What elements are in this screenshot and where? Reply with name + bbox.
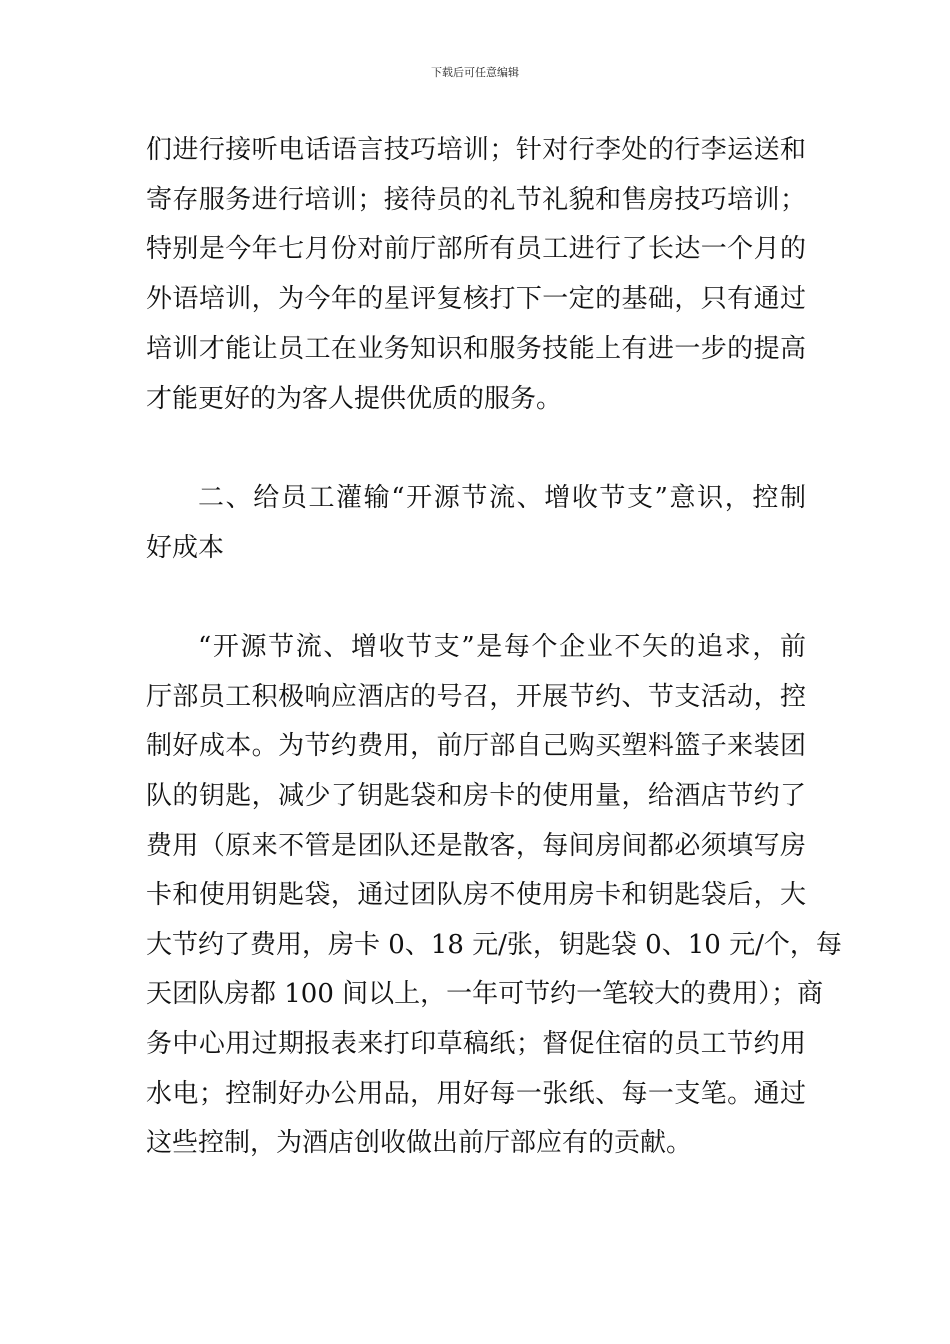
paragraph-3-line-2: 厅部员工积极响应酒店的号召，开展节约、节支活动，控 xyxy=(146,682,806,712)
paragraph-1-line-4: 外语培训，为今年的星评复核打下一定的基础，只有通过 xyxy=(146,284,806,314)
paragraph-1-line-3: 特别是今年七月份对前厅部所有员工进行了长达一个月的 xyxy=(146,234,806,264)
paragraph-1-line-1: 们进行接听电话语言技巧培训；针对行李处的行李运送和 xyxy=(146,135,806,165)
paragraph-3-line-10: 水电；控制好办公用品，用好每一张纸、每一支笔。通过 xyxy=(146,1079,806,1109)
paragraph-3-line-5: 费用（原来不管是团队还是散客，每间房间都必须填写房 xyxy=(146,831,806,861)
section-heading-line-2: 好成本 xyxy=(146,533,225,563)
paragraph-1-line-6: 才能更好的为客人提供优质的服务。 xyxy=(146,384,563,414)
paragraph-3-line-1: “开源节流、增收节支”是每个企业不矢的追求，前 xyxy=(198,632,806,662)
paragraph-3-line-11: 这些控制，为酒店创收做出前厅部应有的贡献。 xyxy=(146,1128,693,1158)
paragraph-3-line-6: 卡和使用钥匙袋，通过团队房不使用房卡和钥匙袋后，大 xyxy=(146,880,806,910)
section-heading-line-1: 二、给员工灌输“开源节流、增收节支”意识，控制 xyxy=(198,483,806,513)
paragraph-3-line-8: 天团队房都 100 间以上，一年可节约一笔较大的费用）；商 xyxy=(146,979,824,1009)
paragraph-3-line-9: 务中心用过期报表来打印草稿纸；督促住宿的员工节约用 xyxy=(146,1029,806,1059)
paragraph-3-line-4: 队的钥匙，减少了钥匙袋和房卡的使用量，给酒店节约了 xyxy=(146,781,806,811)
paragraph-1-line-2: 寄存服务进行培训；接待员的礼节礼貌和售房技巧培训； xyxy=(146,185,806,215)
paragraph-3-line-7: 大节约了费用，房卡 0、18 元/张，钥匙袋 0、10 元/个，每 xyxy=(146,930,842,960)
paragraph-3-line-3: 制好成本。为节约费用，前厅部自己购买塑料篮子来装团 xyxy=(146,731,806,761)
page-header-note: 下载后可任意编辑 xyxy=(431,66,519,79)
paragraph-1-line-5: 培训才能让员工在业务知识和服务技能上有进一步的提高 xyxy=(146,334,806,364)
